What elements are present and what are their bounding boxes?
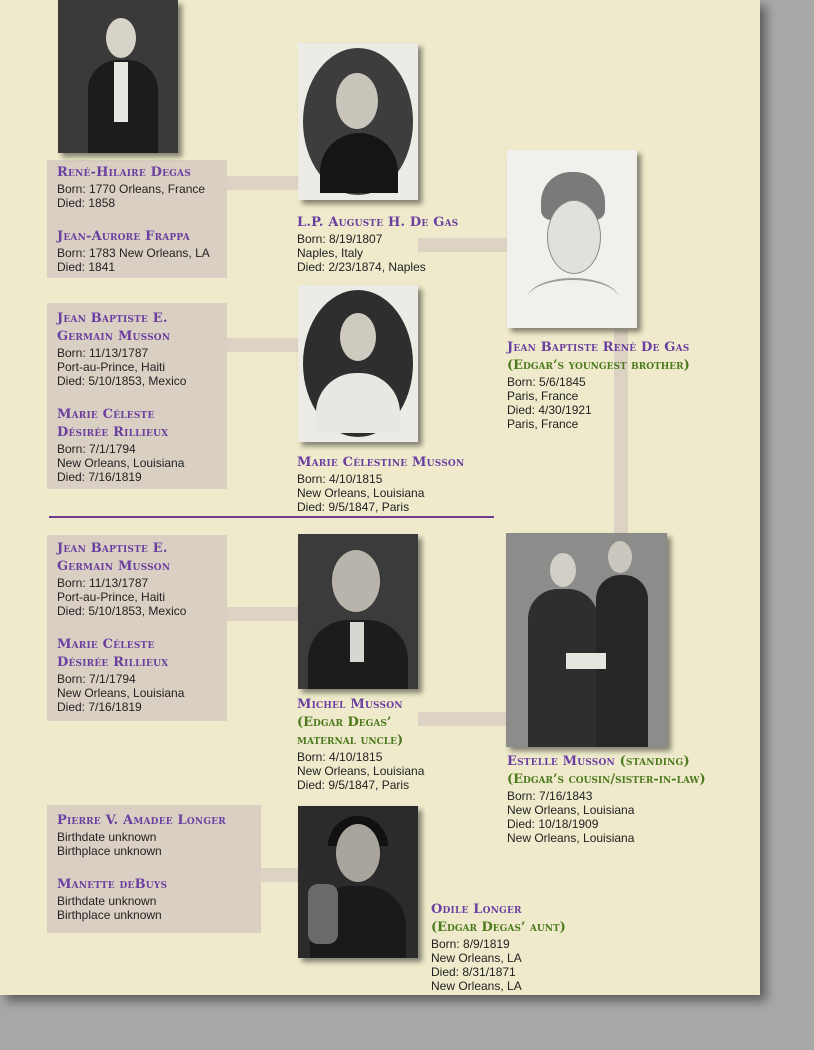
person-name: Marie Céleste (57, 637, 155, 652)
person-died: Died: 1858 (57, 196, 116, 210)
person-auguste (297, 214, 458, 274)
person-name: Marie Célestine Musson (297, 455, 465, 470)
person-name: Marie Céleste (57, 407, 155, 422)
person-name: Jean Baptiste E. (57, 541, 168, 556)
person-name: Pierre V. Amadee Longer (57, 813, 226, 828)
person-relation: (Edgar’s cousin/sister-in-law) (507, 772, 706, 787)
connector (226, 176, 300, 190)
person-name: Jean Baptiste E. (57, 311, 168, 326)
person-relation: (Edgar Degas’ (297, 715, 392, 730)
person-jb-germain-1 (57, 310, 186, 388)
portrait-sketch-jb-rene (507, 150, 637, 328)
person-birthplace: New Orleans, Louisiana (57, 456, 185, 470)
person-name: Jean Baptiste René De Gas (507, 340, 690, 355)
person-deathplace: New Orleans, Louisiana (507, 831, 635, 845)
person-name: Désirée Rillieux (57, 655, 169, 670)
person-died: Died: 5/10/1853, Mexico (57, 604, 187, 618)
person-relation: maternal uncle) (297, 733, 404, 748)
person-died: Died: 9/5/1847, Paris (297, 500, 410, 514)
person-born: Born: 4/10/1815 (297, 750, 383, 764)
person-estelle (507, 753, 706, 845)
person-name: Désirée Rillieux (57, 425, 169, 440)
person-died: Died: 9/5/1847, Paris (297, 778, 410, 792)
person-died: Died: 7/16/1819 (57, 700, 142, 714)
person-name: Jean-Aurore Frappa (57, 229, 190, 244)
person-marie-celeste-1 (57, 406, 184, 484)
portrait-painting-odile (298, 806, 418, 958)
portrait-oval-marie-celestine (298, 285, 418, 442)
person-born: Born: 1783 New Orleans, LA (57, 246, 210, 260)
person-birthplace: New Orleans, LA (431, 951, 522, 965)
section-divider (49, 516, 494, 518)
person-relation: (Edgar’s youngest brother) (507, 358, 690, 373)
person-died: Died: 1841 (57, 260, 116, 274)
person-born: Birthdate unknown (57, 894, 157, 908)
connector (260, 868, 300, 882)
portrait-photo-michel (298, 534, 418, 689)
person-marie-celeste-2 (57, 636, 184, 714)
person-relation: (Edgar Degas’ aunt) (431, 920, 566, 935)
person-name: Michel Musson (297, 697, 403, 712)
person-birthplace: Port-au-Prince, Haiti (57, 590, 166, 604)
person-born: Birthdate unknown (57, 830, 157, 844)
two-women-photo-estelle (506, 533, 667, 747)
person-born: Born: 7/1/1794 (57, 442, 136, 456)
person-born: Born: 7/16/1843 (507, 789, 593, 803)
connector (418, 712, 508, 726)
person-birthplace: Paris, France (507, 389, 579, 403)
person-name: L.P. Auguste H. De Gas (297, 215, 459, 230)
person-relation-inline: (standing) (619, 754, 690, 769)
person-jb-rene (507, 339, 690, 431)
person-birthplace: New Orleans, Louisiana (297, 764, 425, 778)
person-name: René-Hilaire Degas (57, 165, 191, 180)
person-died: Died: 2/23/1874, Naples (297, 260, 426, 274)
person-name: Germain Musson (57, 329, 171, 344)
person-birthplace: Birthplace unknown (57, 844, 162, 858)
person-died: Died: 10/18/1909 (507, 817, 599, 831)
person-birthplace: Port-au-Prince, Haiti (57, 360, 166, 374)
person-birthplace: New Orleans, Louisiana (507, 803, 635, 817)
person-manette (57, 876, 167, 922)
person-name: Manette deBuys (57, 877, 168, 892)
connector (226, 607, 300, 621)
person-michel (297, 696, 424, 792)
person-name: Germain Musson (57, 559, 171, 574)
person-born: Born: 11/13/1787 (57, 576, 149, 590)
person-born: Born: 1770 Orleans, France (57, 182, 206, 196)
person-born: Born: 8/19/1807 (297, 232, 383, 246)
person-born: Born: 7/1/1794 (57, 672, 136, 686)
person-born: Born: 4/10/1815 (297, 472, 383, 486)
person-deathplace: Paris, France (507, 417, 579, 431)
portrait-engraving-auguste (298, 43, 418, 200)
person-marie-celestine (297, 454, 464, 514)
person-odile (431, 901, 566, 993)
person-died: Died: 4/30/1921 (507, 403, 592, 417)
person-died: Died: 8/31/1871 (431, 965, 516, 979)
person-rene-hilaire (57, 164, 205, 210)
person-jean-aurore (57, 228, 210, 274)
person-jb-germain-2 (57, 540, 186, 618)
portrait-photo-rene-hilaire (58, 0, 178, 153)
person-deathplace: New Orleans, LA (431, 979, 522, 993)
person-died: Died: 7/16/1819 (57, 470, 142, 484)
person-born: Born: 11/13/1787 (57, 346, 149, 360)
person-name-text: Estelle Musson (507, 754, 615, 769)
person-birthplace: New Orleans, Louisiana (57, 686, 185, 700)
person-pierre (57, 812, 226, 858)
person-born: Born: 5/6/1845 (507, 375, 586, 389)
person-birthplace: New Orleans, Louisiana (297, 486, 425, 500)
person-name: Odile Longer (431, 902, 522, 917)
person-birthplace: Birthplace unknown (57, 908, 162, 922)
person-birthplace: Naples, Italy (297, 246, 364, 260)
person-name (507, 753, 706, 771)
person-born: Born: 8/9/1819 (431, 937, 510, 951)
person-died: Died: 5/10/1853, Mexico (57, 374, 187, 388)
connector (226, 338, 300, 352)
